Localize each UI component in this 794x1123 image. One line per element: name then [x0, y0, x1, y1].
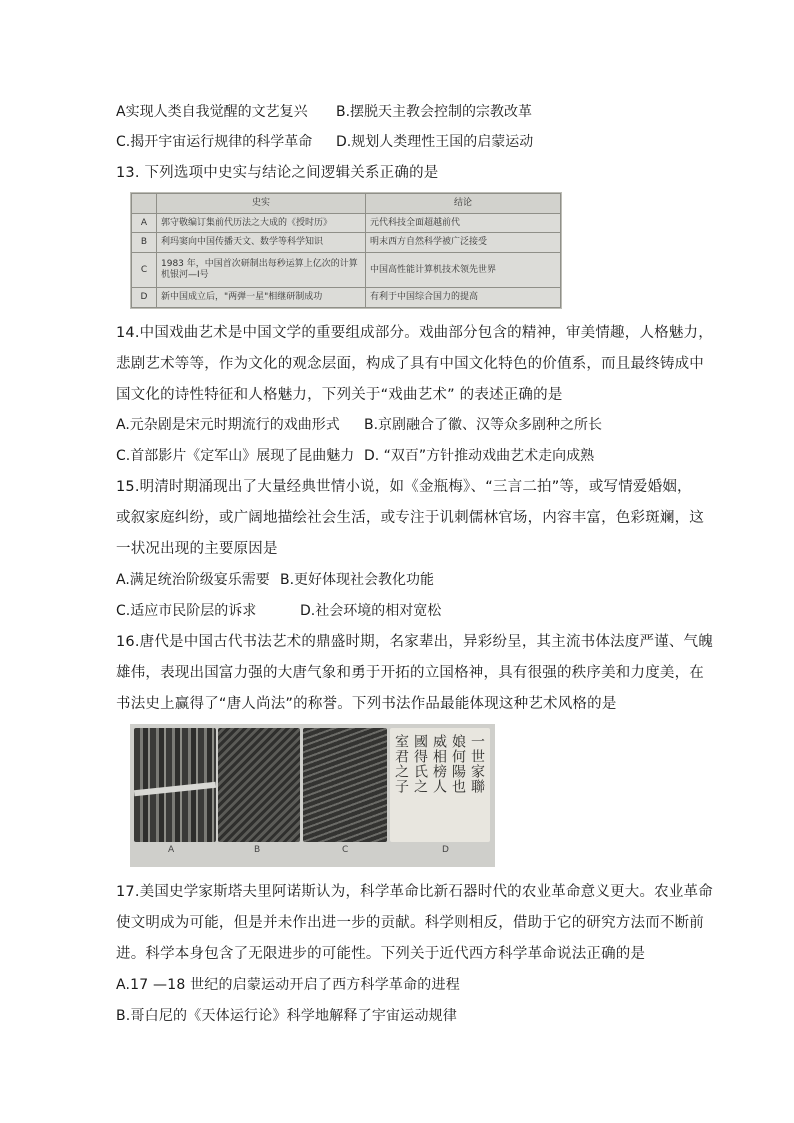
row-fact: 利玛窦向中国传播天文、数学等科学知识 — [157, 233, 366, 253]
q15-line-1: 15.明清时期涌现出了大量经典世情小说，如《金瓶梅》、“三言二拍”等，或写情爱婚姻， — [116, 479, 692, 495]
option-d: D. “双百”方针推动戏曲艺术走向成熟 — [364, 448, 595, 464]
option-b: B.京剧融合了徽、汉等众多剧种之所长 — [364, 417, 603, 433]
table-row — [132, 233, 561, 253]
q16-line-3: 书法史上赢得了“唐人尚法”的称誉。下列书法作品最能体现这种艺术风格的是 — [116, 696, 617, 712]
row-conclusion: 有利于中国综合国力的提高 — [366, 288, 561, 308]
q14-line-2: 悲剧艺术等等，作为文化的观念层面，构成了具有中国文化特色的价值系，而且最终铸成中 — [116, 356, 704, 372]
calligraphy-sample-a — [134, 728, 216, 842]
q13-table — [131, 193, 561, 308]
calligraphy-column: 一世家聯 — [469, 734, 485, 794]
option-b: B.摆脱天主教会控制的宗教改革 — [336, 104, 533, 120]
option-d: D.社会环境的相对宽松 — [300, 603, 442, 619]
row-key: C — [132, 253, 157, 288]
option-b: B.哥白尼的《天体运行论》科学地解释了宇宙运动规律 — [116, 1008, 458, 1024]
prev-options-row-2 — [116, 132, 533, 152]
image-label-a: A — [168, 845, 175, 855]
option-c: C.揭开宇宙运行规律的科学革命 — [116, 134, 313, 150]
q16-line-1: 16.唐代是中国古代书法艺术的鼎盛时期，名家辈出，异彩纷呈，其主流书体法度严谨、气魄 — [116, 634, 713, 650]
option-c: C.首部影片《定军山》展现了昆曲魅力 — [116, 448, 355, 464]
q15-options-row-2 — [116, 601, 441, 621]
q14-line-3: 国文化的诗性特征和人格魅力，下列关于“戏曲艺术” 的表述正确的是 — [116, 387, 563, 403]
header-fact: 史实 — [157, 194, 366, 214]
option-a: A.满足统治阶级宴乐需要 — [116, 572, 270, 588]
row-conclusion: 元代科技全面超越前代 — [366, 213, 561, 233]
q14-options-row-1 — [116, 415, 602, 435]
calligraphy-column: 娘何陽也 — [450, 734, 466, 794]
row-conclusion: 中国高性能计算机技术领先世界 — [366, 253, 561, 288]
option-a: A实现人类自我觉醒的文艺复兴 — [116, 104, 308, 120]
q17-line-2: 使文明成为可能，但是并未作出进一步的贡献。科学则相反，借助于它的研究方法而不断前 — [116, 915, 704, 931]
q15-line-2: 或叙家庭纠纷，或广阔地描绘社会生活，或专注于讥刺儒林官场，内容丰富，色彩斑斓，这 — [116, 510, 704, 526]
option-a: A.17 —18 世纪的启蒙运动开启了西方科学革命的进程 — [116, 977, 460, 993]
q15-options-row-1 — [116, 570, 434, 590]
row-fact: 郭守敬编订集前代历法之大成的《授时历》 — [157, 213, 366, 233]
q14-options-row-2 — [116, 446, 594, 466]
image-label-d: D — [442, 845, 449, 855]
q14-line-1: 14.中国戏曲艺术是中国文学的重要组成部分。戏曲部分包含的精神，审美情趣，人格魅力， — [116, 325, 713, 341]
table-row — [132, 253, 561, 288]
row-key: A — [132, 213, 157, 233]
option-a: A.元杂剧是宋元时期流行的戏曲形式 — [116, 417, 340, 433]
table-row — [132, 288, 561, 308]
q13-table-image — [130, 192, 562, 309]
q13-stem: 13. 下列选项中史实与结论之间逻辑关系正确的是 — [116, 165, 439, 181]
calligraphy-column: 室君之子 — [393, 734, 409, 794]
q15-line-3: 一状况出现的主要原因是 — [116, 541, 278, 557]
row-fact: 新中国成立后，"两弹一星"相继研制成功 — [157, 288, 366, 308]
row-key: B — [132, 233, 157, 253]
prev-options-row-1 — [116, 102, 532, 122]
q17-line-1: 17.美国史学家斯塔夫里阿诺斯认为，科学革命比新石器时代的农业革命意义更大。农业革命 — [116, 884, 713, 900]
calligraphy-column: 威相榜人 — [431, 734, 447, 794]
option-b: B.更好体现社会教化功能 — [280, 572, 435, 588]
calligraphy-photo — [130, 724, 495, 867]
row-conclusion: 明末西方自然科学被广泛接受 — [366, 233, 561, 253]
q17-line-3: 进。科学本身包含了无限进步的可能性。下列关于近代西方科学革命说法正确的是 — [116, 946, 646, 962]
calligraphy-sample-c — [303, 728, 387, 842]
q16-line-2: 雄伟，表现出国富力强的大唐气象和勇于开拓的立国格神，具有很强的秩序美和力度美，在 — [116, 665, 704, 681]
table-header-row — [132, 194, 561, 214]
option-c: C.适应市民阶层的诉求 — [116, 603, 257, 619]
row-fact: 1983 年，中国首次研制出每秒运算上亿次的计算机银河—I号 — [157, 253, 366, 288]
row-key: D — [132, 288, 157, 308]
option-d: D.规划人类理性王国的启蒙运动 — [336, 134, 534, 150]
image-label-b: B — [254, 845, 261, 855]
image-label-c: C — [342, 845, 349, 855]
calligraphy-sample-d — [390, 728, 490, 842]
header-conclusion: 结论 — [366, 194, 561, 214]
table-row — [132, 213, 561, 233]
calligraphy-sample-b — [218, 728, 300, 842]
calligraphy-column: 國得氏之 — [412, 734, 428, 794]
